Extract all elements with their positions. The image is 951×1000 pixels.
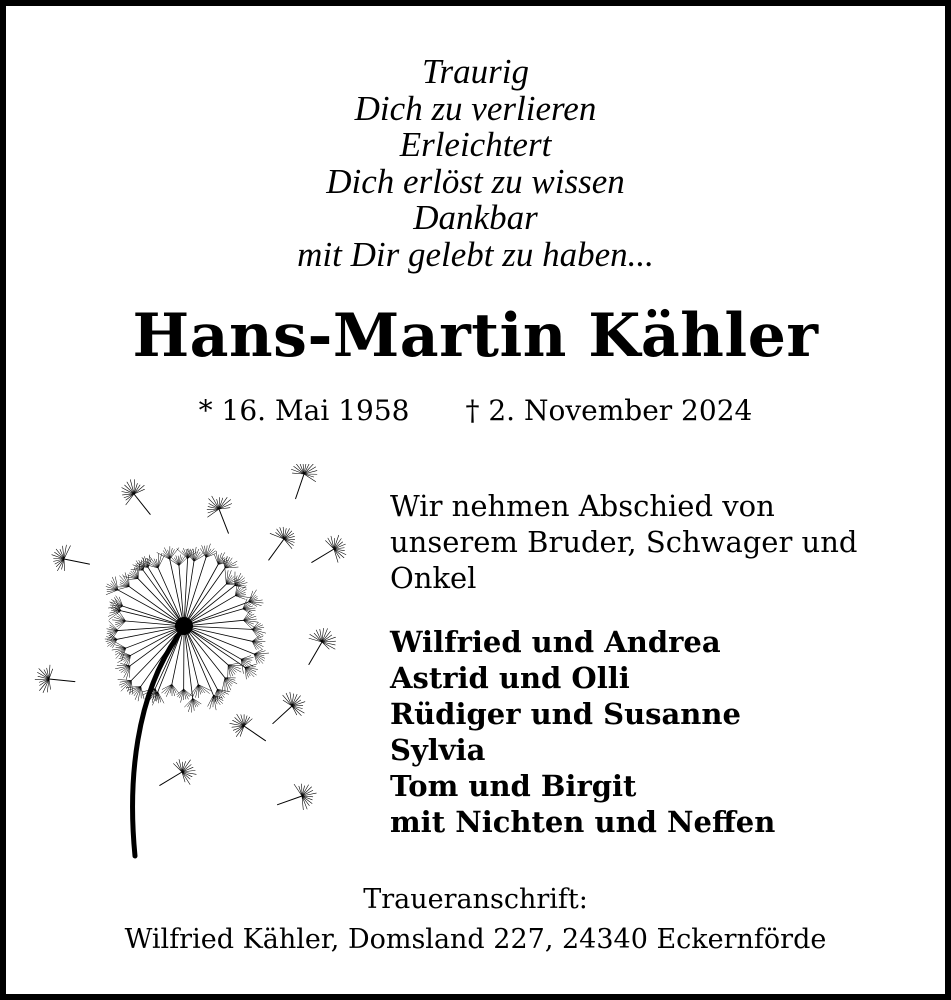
mourner-name: Wilfried und Andrea xyxy=(390,625,721,659)
mourner-name: Rüdiger und Susanne xyxy=(390,697,741,731)
poem-line: Erleichtert xyxy=(399,125,552,164)
death-date: † 2. November 2024 xyxy=(465,394,753,427)
life-dates xyxy=(6,390,945,432)
dandelion-icon xyxy=(34,464,374,864)
farewell-line: Onkel xyxy=(390,561,477,595)
mourners-list xyxy=(390,624,930,840)
mourner-name: Sylvia xyxy=(390,733,486,767)
farewell-line: unserem Bruder, Schwager und xyxy=(390,525,858,559)
mourner-name: Tom und Birgit xyxy=(390,769,637,803)
poem-line: Dankbar xyxy=(413,198,538,237)
mourning-address xyxy=(6,880,945,960)
address-line: Wilfried Kähler, Domsland 227, 24340 Eckernförde xyxy=(124,924,827,955)
poem-line: Dich erlöst zu wissen xyxy=(326,161,625,201)
mourner-name: mit Nichten und Neffen xyxy=(390,805,776,839)
farewell-line: Wir nehmen Abschied von xyxy=(390,489,775,523)
poem-line: Dich zu verlieren xyxy=(354,88,597,128)
farewell-text xyxy=(390,488,910,596)
address-label: Traueranschrift: xyxy=(363,884,588,915)
mourner-name: Astrid und Olli xyxy=(390,661,630,695)
poem-line: mit Dir gelebt zu haben... xyxy=(297,234,654,274)
poem-line: Traurig xyxy=(422,52,529,91)
birth-date: * 16. Mai 1958 xyxy=(198,394,410,427)
poem xyxy=(6,54,945,273)
deceased-name: Hans-Martin Kähler xyxy=(132,301,819,371)
